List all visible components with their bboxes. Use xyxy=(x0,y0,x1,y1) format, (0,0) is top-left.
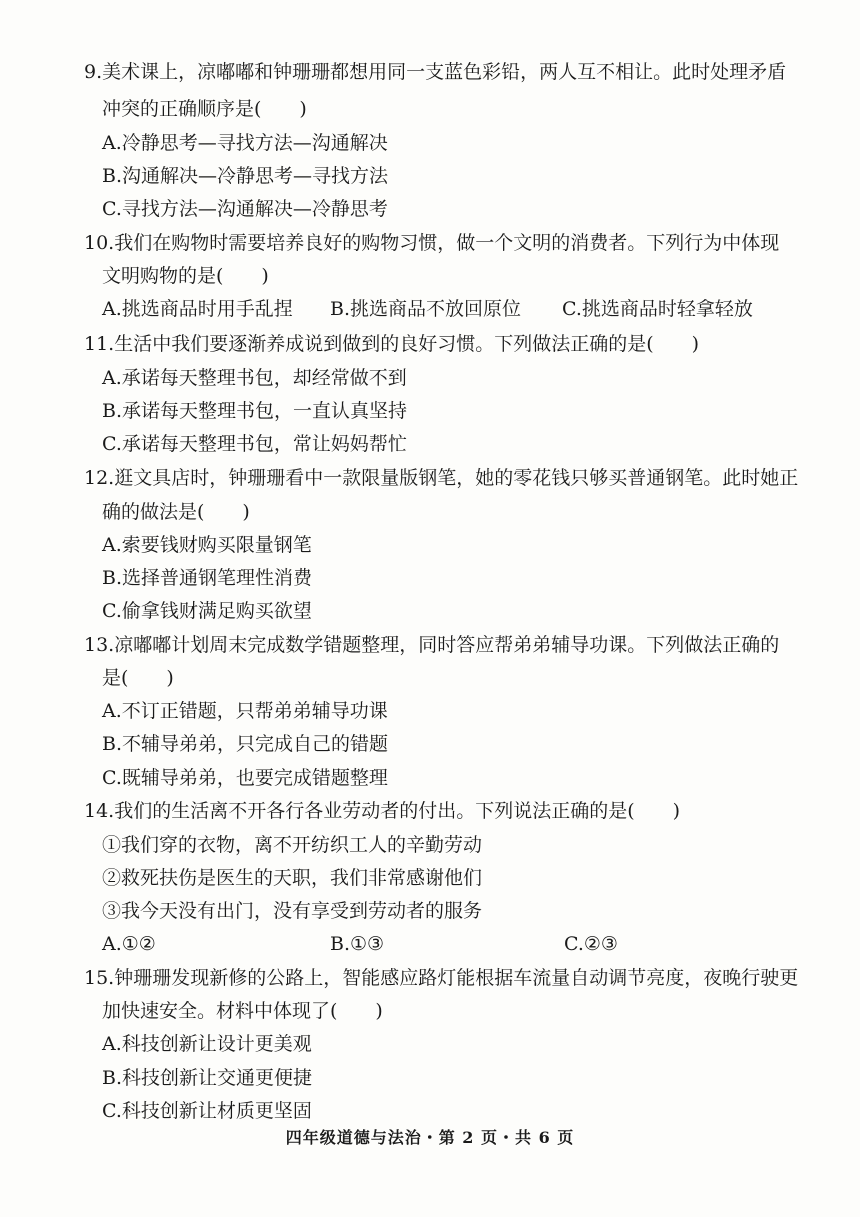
question-10-stem-line-2: 文明购物的是( ) xyxy=(102,265,269,287)
question-13-option-a: A.不订正错题，只帮弟弟辅导功课 xyxy=(102,700,388,722)
question-13-stem-line-2: 是( ) xyxy=(102,667,174,689)
question-13-option-b: B.不辅导弟弟，只完成自己的错题 xyxy=(102,733,389,755)
question-10-option-a: A.挑选商品时用手乱捏 xyxy=(102,298,293,320)
question-10-option-b: B.挑选商品不放回原位 xyxy=(330,298,522,320)
question-12-stem-line-1: 12.逛文具店时，钟珊珊看中一款限量版钢笔，她的零花钱只够买普通钢笔。此时她正 xyxy=(84,467,799,489)
question-12-option-c: C.偷拿钱财满足购买欲望 xyxy=(102,600,312,622)
question-14-statement-1: ①我们穿的衣物，离不开纺织工人的辛勤劳动 xyxy=(102,834,483,856)
question-11-stem-line-1: 11.生活中我们要逐渐养成说到做到的良好习惯。下列做法正确的是( ) xyxy=(84,333,700,355)
question-15-option-c: C.科技创新让材质更坚固 xyxy=(102,1100,312,1122)
question-15-stem-line-1: 15.钟珊珊发现新修的公路上，智能感应路灯能根据车流量自动调节亮度，夜晚行驶更 xyxy=(84,967,799,989)
question-12-option-a: A.索要钱财购买限量钢笔 xyxy=(102,534,312,556)
question-11-option-b: B.承诺每天整理书包，一直认真坚持 xyxy=(102,400,408,422)
question-11-option-a: A.承诺每天整理书包，却经常做不到 xyxy=(102,367,407,389)
question-12-option-b: B.选择普通钢笔理性消费 xyxy=(102,567,313,589)
question-11-option-c: C.承诺每天整理书包，常让妈妈帮忙 xyxy=(102,433,407,455)
page-footer: 四年级道德与法治・第 2 页・共 6 页 xyxy=(285,1128,575,1147)
question-13-stem-line-1: 13.凉嘟嘟计划周末完成数学错题整理，同时答应帮弟弟辅导功课。下列做法正确的 xyxy=(84,634,780,656)
question-14-options-row xyxy=(102,932,802,956)
question-9-option-c: C.寻找方法—沟通解决—冷静思考 xyxy=(102,198,388,220)
question-10-options-row xyxy=(102,297,802,321)
question-9-option-a: A.冷静思考—寻找方法—沟通解决 xyxy=(102,132,388,154)
question-9-stem-line-2: 冲突的正确顺序是( ) xyxy=(102,98,307,120)
question-14-option-c: C.②③ xyxy=(564,933,618,955)
question-13-option-c: C.既辅导弟弟，也要完成错题整理 xyxy=(102,767,388,789)
question-9-stem-line-1: 9.美术课上，凉嘟嘟和钟珊珊都想用同一支蓝色彩铅，两人互不相让。此时处理矛盾 xyxy=(84,61,787,83)
question-12-stem-line-2: 确的做法是( ) xyxy=(102,501,250,523)
question-15-option-b: B.科技创新让交通更便捷 xyxy=(102,1067,313,1089)
question-14-option-b: B.①③ xyxy=(330,933,385,955)
question-14-option-a: A.①② xyxy=(102,933,156,955)
question-15-stem-line-2: 加快速安全。材料中体现了( ) xyxy=(102,1000,383,1022)
question-10-option-c: C.挑选商品时轻拿轻放 xyxy=(562,298,753,320)
question-14-statement-2: ②救死扶伤是医生的天职，我们非常感谢他们 xyxy=(102,867,483,889)
question-10-stem-line-1: 10.我们在购物时需要培养良好的购物习惯，做一个文明的消费者。下列行为中体现 xyxy=(84,232,780,254)
question-14-stem-line-1: 14.我们的生活离不开各行各业劳动者的付出。下列说法正确的是( ) xyxy=(84,800,681,822)
question-9-option-b: B.沟通解决—冷静思考—寻找方法 xyxy=(102,165,389,187)
question-15-option-a: A.科技创新让设计更美观 xyxy=(102,1033,312,1055)
question-14-statement-3: ③我今天没有出门，没有享受到劳动者的服务 xyxy=(102,900,483,922)
